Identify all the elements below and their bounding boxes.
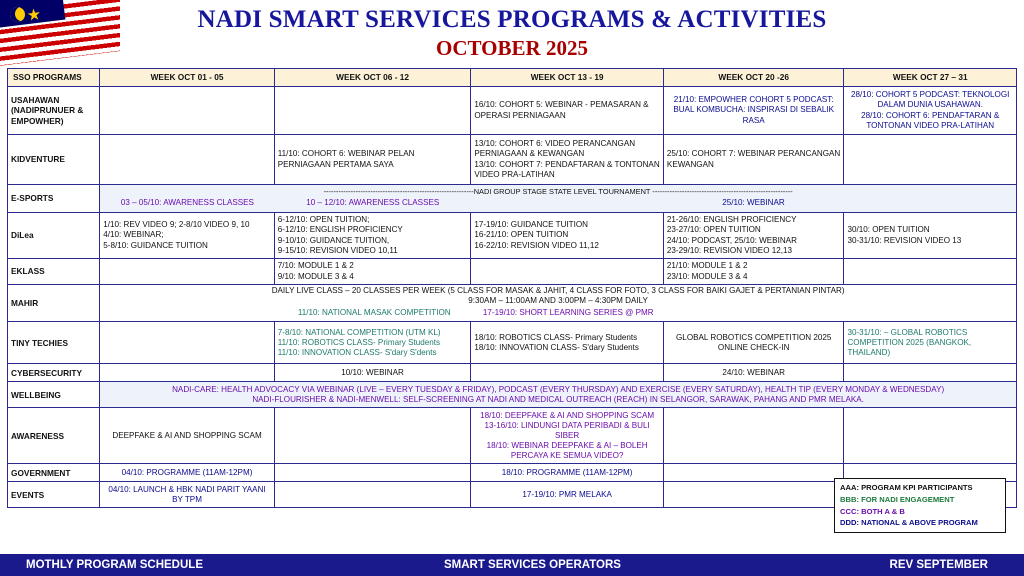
legend-text-ddd: NATIONAL & ABOVE PROGRAM <box>861 518 978 528</box>
cell-tiny-w5: 30-31/10: – GLOBAL ROBOTICS COMPETITION 2025 (BANGKOK, THAILAND) <box>844 322 1017 364</box>
cell-usahawan-w4: 21/10: EMPOWHER COHORT 5 PODCAST: BUAL KOMBUCHA: INSPIRASI DI SEBALIK RASA <box>663 87 844 135</box>
cell-esports-w1: 03 – 05/10: AWARENESS CLASSES <box>120 198 254 208</box>
row-label-eklass: EKLASS <box>8 259 100 285</box>
mahir-line-1: DAILY LIVE CLASS – 20 CLASSES PER WEEK (5 CLASS FOR MASAK & JAHIT, 4 CLASS FOR FOTO, 3 CLASS FOR BAIKI GAJET & PERTANIAN PINTAR) <box>271 286 845 295</box>
cell-events-w3: 17-19/10: PMR MELAKA <box>471 482 664 508</box>
legend-code-ccc: CCC: <box>840 506 859 516</box>
page-title: NADI SMART SERVICES PROGRAMS & ACTIVITIES <box>197 6 827 33</box>
legend-text-aaa: PROGRAM KPI PARTICIPANTS <box>861 483 973 492</box>
row-label-esports: E-SPORTS <box>8 185 100 213</box>
row-label-usahawan: USAHAWAN (NADIPRUNUER & EMPOWHER) <box>8 87 100 135</box>
cell-kidventure-w2: 11/10: COHORT 6: WEBINAR PELAN PERNIAGAAN PERTAMA SAYA <box>274 135 471 185</box>
row-label-dilea: DiLea <box>8 213 100 259</box>
cell-tiny-w4: GLOBAL ROBOTICS COMPETITION 2025 ONLINE CHECK-IN <box>663 322 844 364</box>
table-row <box>8 322 1017 364</box>
cell-events-w2 <box>274 482 471 508</box>
cell-usahawan-w5: 28/10: COHORT 5 PODCAST: TEKNOLOGI DALAM DUNIA USAHAWAN. 28/10: COHORT 6: PENDAFTARAN & TONTONAN VIDEO PRA-LATIHAN <box>844 87 1017 135</box>
cell-awareness-w1: DEEPFAKE & AI AND SHOPPING SCAM <box>100 408 275 464</box>
cell-cyber-w5 <box>844 364 1017 382</box>
row-label-tiny-techies: TINY TECHIES <box>8 322 100 364</box>
cell-government-w4 <box>663 464 844 482</box>
cell-tiny-w1 <box>100 322 275 364</box>
legend-item-ccc <box>840 506 1000 518</box>
table-row <box>8 259 1017 285</box>
mahir-line-2: 9:30AM – 11:00AM AND 3:00PM – 4:30PM DAILY <box>468 296 648 306</box>
footer-right: REV SEPTEMBER <box>889 559 988 571</box>
table-row <box>8 213 1017 259</box>
cell-eklass-w5 <box>844 259 1017 285</box>
cell-usahawan-w2 <box>274 87 471 135</box>
cell-mahir-merged <box>100 285 1017 322</box>
flag-star-icon: ★ <box>25 6 43 25</box>
table-row <box>8 364 1017 382</box>
table-row <box>8 135 1017 185</box>
footer-left: MOTHLY PROGRAM SCHEDULE <box>26 559 203 571</box>
cell-esports-merged <box>100 185 1017 213</box>
cell-awareness-w4 <box>663 408 844 464</box>
cell-kidventure-w3: 13/10: COHORT 6: VIDEO PERANCANGAN PERNIAGAAN & KEWANGAN 13/10: COHORT 7: PENDAFTARAN & TONTONAN VIDEO PRA-LATIHAN <box>471 135 664 185</box>
legend-item-aaa <box>840 482 1000 494</box>
table-header-row <box>8 69 1017 87</box>
row-label-awareness: AWARENESS <box>8 408 100 464</box>
cell-esports-w3 <box>471 196 663 210</box>
legend-code-bbb: BBB: <box>840 494 859 504</box>
mahir-line-4: 17-19/10: SHORT LEARNING SERIES @ PMR <box>482 308 654 318</box>
cell-dilea-w3: 17-19/10: GUIDANCE TUITION 16-21/10: OPEN TUITION 16-22/10: REVISION VIDEO 11,12 <box>471 213 664 259</box>
cell-awareness-w2 <box>274 408 471 464</box>
cell-dilea-w4: 21-26/10: ENGLISH PROFICIENCY 23-27/10: OPEN TUITION 24/10: PODCAST, 25/10: WEBINAR 23-29/10: REVISION VIDEO 12,13 <box>663 213 844 259</box>
cell-eklass-w1 <box>100 259 275 285</box>
cell-esports-w4: 25/10: WEBINAR <box>722 198 785 208</box>
cell-awareness-w3: 18/10: DEEPFAKE & AI AND SHOPPING SCAM 13-16/10: LINDUNGI DATA PERIBADI & BULI SIBER 18/10: WEBINAR DEEPFAKE & AI – BOLEH PERCAYA KE SEMUA VIDEO? <box>471 408 664 464</box>
legend-item-bbb <box>840 494 1000 506</box>
table-row <box>8 408 1017 464</box>
mahir-line-3: 11/10: NATIONAL MASAK COMPETITION <box>297 308 451 318</box>
cell-usahawan-w1 <box>100 87 275 135</box>
column-header-week3: WEEK OCT 13 - 19 <box>471 69 664 87</box>
cell-kidventure-w4: 25/10: COHORT 7: WEBINAR PERANCANGAN KEWANGAN <box>663 135 844 185</box>
cell-eklass-w4: 21/10: MODULE 1 & 2 23/10: MODULE 3 & 4 <box>663 259 844 285</box>
legend-text-bbb: FOR NADI ENGAGEMENT <box>861 494 955 504</box>
cell-tiny-w3: 18/10: ROBOTICS CLASS- Primary Students 18/10: INNOVATION CLASS- S'dary Students <box>471 322 664 364</box>
row-label-kidventure: KIDVENTURE <box>8 135 100 185</box>
cell-usahawan-w3: 16/10: COHORT 5: WEBINAR - PEMASARAN & OPERASI PERNIAGAAN <box>471 87 664 135</box>
cell-events-w1: 04/10: LAUNCH & HBK NADI PARIT YAANI BY TPM <box>100 482 275 508</box>
row-label-wellbeing: WELLBEING <box>8 382 100 408</box>
column-header-week4: WEEK OCT 20 -26 <box>663 69 844 87</box>
cell-government-w2 <box>274 464 471 482</box>
table-row <box>8 382 1017 408</box>
row-label-cybersecurity: CYBERSECURITY <box>8 364 100 382</box>
cell-tiny-w2: 7-8/10: NATIONAL COMPETITION (UTM KL) 11/10: ROBOTICS CLASS- Primary Students 11/10: INNOVATION CLASS- S'dary S'dents <box>274 322 471 364</box>
malaysia-flag <box>0 0 120 66</box>
schedule-table <box>7 68 1017 508</box>
legend-item-ddd <box>840 517 1000 529</box>
cell-government-w3: 18/10: PROGRAMME (11AM-12PM) <box>471 464 664 482</box>
cell-wellbeing-merged <box>100 382 1017 408</box>
column-header-week2: WEEK OCT 06 - 12 <box>274 69 471 87</box>
cell-cyber-w1 <box>100 364 275 382</box>
legend-code-ddd: DDD: <box>840 518 859 528</box>
legend-text-ccc: BOTH A & B <box>861 506 905 516</box>
cell-esports-w5 <box>844 196 1016 210</box>
legend-code-aaa: AAA: <box>840 483 859 492</box>
footer-bar <box>0 554 1024 576</box>
table-row <box>8 87 1017 135</box>
cell-cyber-w3 <box>471 364 664 382</box>
footer-middle: SMART SERVICES OPERATORS <box>443 559 621 571</box>
table-row <box>8 285 1017 322</box>
row-label-mahir: MAHIR <box>8 285 100 322</box>
cell-awareness-w5 <box>844 408 1017 464</box>
page-subtitle: OCTOBER 2025 <box>436 36 588 60</box>
cell-dilea-w2: 6-12/10: OPEN TUITION; 6-12/10: ENGLISH PROFICIENCY 9-10/10: GUIDANCE TUITION, 9-15/10: REVISION VIDEO 10,11 <box>274 213 471 259</box>
row-label-events: EVENTS <box>8 482 100 508</box>
row-label-government: GOVERNMENT <box>8 464 100 482</box>
cell-esports-w2: 10 – 12/10: AWARENESS CLASSES <box>306 198 440 208</box>
esports-banner: -------------------------------------------------------------NADI GROUP STAGE STATE LEVEL TOURNAMENT --------------------------------------------------------- <box>323 186 793 196</box>
cell-cyber-w4: 24/10: WEBINAR <box>663 364 844 382</box>
cell-kidventure-w5 <box>844 135 1017 185</box>
cell-eklass-w2: 7/10: MODULE 1 & 2 9/10: MODULE 3 & 4 <box>274 259 471 285</box>
cell-dilea-w1: 1/10: REV VIDEO 9; 2-8/10 VIDEO 9, 10 4/10: WEBINAR; 5-8/10: GUIDANCE TUITION <box>100 213 275 259</box>
cell-kidventure-w1 <box>100 135 275 185</box>
cell-dilea-w5: 30/10: OPEN TUITION 30-31/10: REVISION VIDEO 13 <box>844 213 1017 259</box>
cell-cyber-w2: 10/10: WEBINAR <box>274 364 471 382</box>
column-header-week5: WEEK OCT 27 – 31 <box>844 69 1017 87</box>
cell-eklass-w3 <box>471 259 664 285</box>
legend-box <box>834 478 1006 533</box>
wellbeing-line-1: NADI-CARE: HEALTH ADVOCACY VIA WEBINAR (LIVE – EVERY TUESDAY & FRIDAY), PODCAST (EVERY THURSDAY) AND EXERCISE (EVERY SATURDAY), HEALTH TIP (EVERY MONDAY & WEDNESDAY) <box>172 384 945 394</box>
table-row <box>8 185 1017 213</box>
wellbeing-line-2: NADI-FLOURISHER & NADI-MENWELL: SELF-SCREENING AT NADI AND MEDICAL OUTREACH (REACH) IN SELANGOR, SARAWAK, PAHANG AND PMR MELAKA. <box>252 394 864 404</box>
title-block <box>0 0 1024 61</box>
cell-events-w4 <box>663 482 844 508</box>
cell-government-w1: 04/10: PROGRAMME (11AM-12PM) <box>100 464 275 482</box>
column-header-programs: SSO PROGRAMS <box>8 69 100 87</box>
column-header-week1: WEEK OCT 01 - 05 <box>100 69 275 87</box>
